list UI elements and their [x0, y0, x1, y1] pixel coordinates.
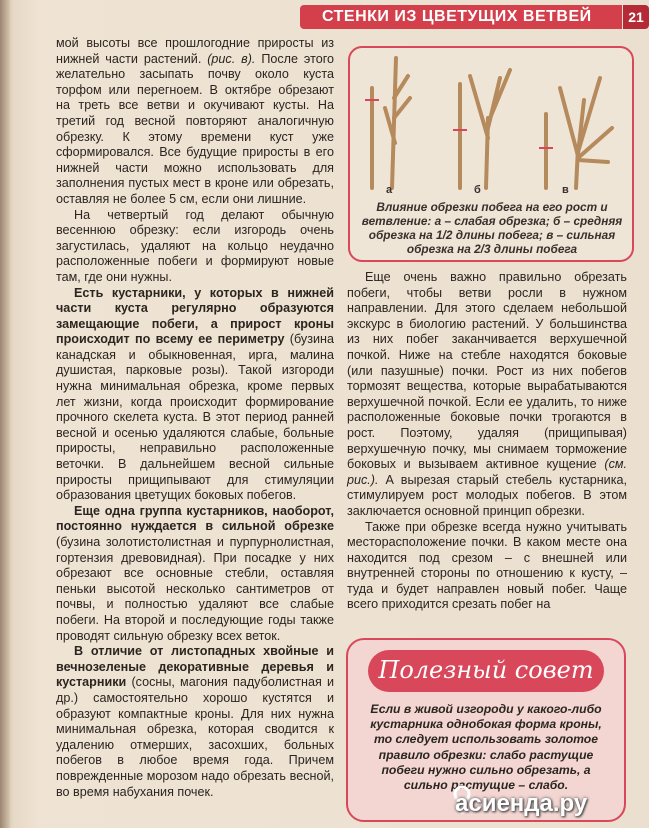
paragraph: мой высоты все прошлогодние приросты из нижней части растений. (рис. в). После этого желательно засыпать почву около куста торфом или перегноем. В октябре обрезают на треть все ветви и окучивают кусты. На третий год весной повторяют аналогичную обрезку. К этому времени куст уже сформировался. Все будущие приросты в его нижней части можно использовать для заполнения пустых мест в кроне или обрезать, оставляя не более 5 см, если они лишние. — [56, 36, 335, 206]
pruning-figure — [348, 46, 634, 262]
figure-label-c: в — [562, 184, 569, 196]
page-number: 21 — [623, 5, 649, 29]
pruning-illustration — [350, 48, 632, 198]
advice-title: Полезный совет — [378, 656, 594, 684]
section-title: СТЕНКИ ИЗ ЦВЕТУЩИХ ВЕТВЕЙ — [322, 8, 592, 25]
figure-caption: Влияние обрезки побега на его рост и ветвление: а – слабая обрезка; б – средняя обрезка на 1/2 длины побега; в – сильная обрезка на 2/3 длины побега — [361, 200, 623, 256]
paragraph: На четвертый год делают обычную весеннюю обрезку: если изгородь очень загустилась, удаляют на кольцо неудачно расположенные побеги и формируют новые там, где они нужны. — [56, 207, 334, 284]
paragraph: В отличие от листопадных хвойные и вечнозеленые декоративные деревья и кустарники (сосны, магония падуболистная и др.) самостоятельно хорошо кустятся и образуют компактные кроны. Для них нужна минимальная обрезка, которая сводится к удалению отмерших, засохших, больных побегов в любое время года. Причем поврежденные морозом надо обрезать весной, во время набухания почек. — [56, 644, 334, 799]
watermark: асиенда.ру — [455, 790, 588, 817]
paragraph: Есть кустарники, у которых в нижней части куста регулярно образуются замещающие побеги, а прирост кроны происходит по всему ее периметру (бузина канадская и обыкновенная, ирга, малина душистая, парковые розы). Такой изгороди нужна минимальная обрезка, кроме первых лет жизни, когда происходит формирование прочного скелета куста. В этот период ранней весной и осенью удаляются слабые, больные приросты, неправильно расположенные веточки. В дальнейшем весной сильные приросты прищипывают для стимуляции образования цветущих боковых побегов. — [56, 285, 334, 503]
paragraph: Также при обрезке всегда нужно учитывать месторасположение почки. В каком месте она находится под срезом – с внешней или внутренней стороны по отношению к кусту, – туда и будет направлен новый побег. Чаще всего приходится срезать побег на — [347, 519, 627, 612]
page-gutter — [0, 0, 10, 828]
figure-label-a: а — [386, 184, 393, 196]
right-column — [347, 270, 627, 613]
left-column — [56, 36, 334, 800]
paragraph: Еще очень важно правильно обрезать побеги, чтобы ветви росли в нужном направлении. Для этого сделаем небольшой экскурс в биологию растений. У большинства из них побег заканчивается верхушечной почкой. Ниже на стебле находятся боковые (или пазушные) почки. Рост из них побегов тормозят вещества, которые вырабатываются верхушечной почкой. Если ее удалить, то ниже расположенные боковые почки трогаются в рост. Поэтому, удаляя (прищипывая) верхушечную почку, мы снимаем торможение боковых и вызываем активное кущение (см. рис.). А вырезая старый стебель кустарника, стимулируем рост молодых побегов. В этом заключается основной принцип обрезки. — [347, 270, 628, 518]
advice-text: Если в живой изгороди у какого-либо кустарника однобокая форма кроны, то следует использовать золотое правило обрезки: слабо растущие побеги нужно сильно обрезать, а сильно растущие – слабо. — [370, 702, 602, 793]
paragraph: Еще одна группа кустарников, наоборот, постоянно нуждается в сильной обрезке (бузина золотистолистная и пурпурнолистная, гортензия древовидная). При посадке у них обрезают все основные стебли, оставляя пеньки высотой несколько сантиметров от почвы, и полностью удаляют все слабые побеги. На второй и последующие годы также проводят сильную обрезку всех веток. — [56, 503, 334, 643]
figure-label-b: б — [474, 184, 481, 196]
